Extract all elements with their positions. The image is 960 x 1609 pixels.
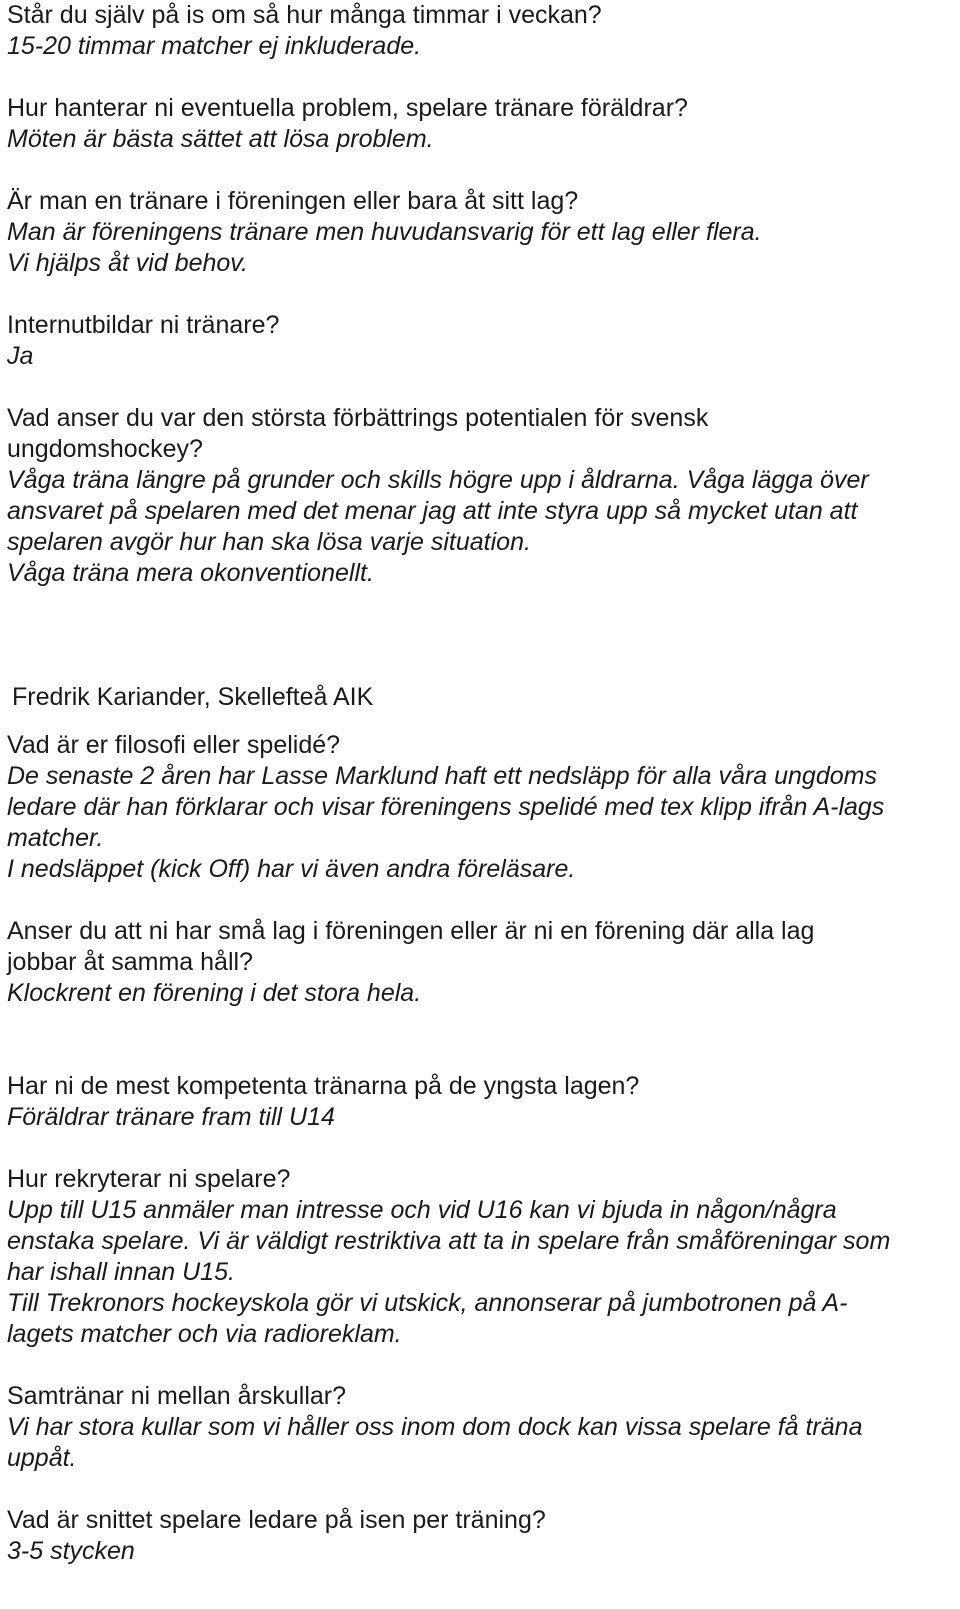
question-text: Vad är er filosofi eller spelidé? xyxy=(7,731,341,759)
answer-text: Vi har stora kullar som vi håller oss inom dom dock kan vissa spelare få träna xyxy=(7,1413,863,1441)
answer-text: Till Trekronors hockeyskola gör vi utskick, annonserar på jumbotronen på A- xyxy=(7,1289,848,1317)
answer-text: 3-5 stycken xyxy=(7,1537,135,1565)
answer-text: ansvaret på spelaren med det menar jag att inte styra upp så mycket utan att xyxy=(7,497,858,525)
answer-text: Vi hjälps åt vid behov. xyxy=(7,249,248,277)
document-page xyxy=(7,0,952,1567)
question-text: Vad anser du var den största förbättrings potentialen för svensk xyxy=(7,404,709,432)
answer-text: Våga träna längre på grunder och skills högre upp i åldrarna. Våga lägga över xyxy=(7,466,869,494)
answer-text: spelaren avgör hur han ska lösa varje situation. xyxy=(7,528,531,556)
answer-text: Ja xyxy=(7,342,34,370)
question-text: Hur rekryterar ni spelare? xyxy=(7,1165,291,1193)
question-text: jobbar åt samma håll? xyxy=(7,948,253,976)
question-text: Har ni de mest kompetenta tränarna på de yngsta lagen? xyxy=(7,1072,640,1100)
question-text: Internutbildar ni tränare? xyxy=(7,311,280,339)
question-text: Är man en tränare i föreningen eller bara åt sitt lag? xyxy=(7,187,579,215)
answer-text: uppåt. xyxy=(7,1444,77,1472)
answer-text: Möten är bästa sättet att lösa problem. xyxy=(7,125,434,153)
question-text: Hur hanterar ni eventuella problem, spelare tränare föräldrar? xyxy=(7,94,688,122)
answer-text: Föräldrar tränare fram till U14 xyxy=(7,1103,335,1131)
answer-text: Klockrent en förening i det stora hela. xyxy=(7,979,422,1007)
question-text: Anser du att ni har små lag i föreningen eller är ni en förening där alla lag xyxy=(7,917,815,945)
answer-text: Man är föreningens tränare men huvudansvarig för ett lag eller flera. xyxy=(7,218,762,246)
answer-text: Upp till U15 anmäler man intresse och vid U16 kan vi bjuda in någon/några xyxy=(7,1196,837,1224)
answer-text: matcher. xyxy=(7,824,104,852)
answer-text: 15-20 timmar matcher ej inkluderade. xyxy=(7,32,422,60)
question-text: ungdomshockey? xyxy=(7,435,203,463)
answer-text: De senaste 2 åren har Lasse Marklund haft ett nedsläpp för alla våra ungdoms xyxy=(7,762,877,790)
answer-text: har ishall innan U15. xyxy=(7,1258,235,1286)
answer-text: enstaka spelare. Vi är väldigt restriktiva att ta in spelare från småföreningar som xyxy=(7,1227,891,1255)
question-text: Samtränar ni mellan årskullar? xyxy=(7,1382,347,1410)
question-text: Står du själv på is om så hur många timmar i veckan? xyxy=(7,1,602,29)
question-text: Vad är snittet spelare ledare på isen per träning? xyxy=(7,1506,546,1534)
answer-text: ledare där han förklarar och visar föreningens spelidé med tex klipp ifrån A-lags xyxy=(7,793,885,821)
answer-text: Våga träna mera okonventionellt. xyxy=(7,559,374,587)
answer-text: lagets matcher och via radioreklam. xyxy=(7,1320,402,1348)
answer-text: I nedsläppet (kick Off) har vi även andra föreläsare. xyxy=(7,855,576,883)
interviewee-heading: Fredrik Kariander, Skellefteå AIK xyxy=(12,683,374,711)
